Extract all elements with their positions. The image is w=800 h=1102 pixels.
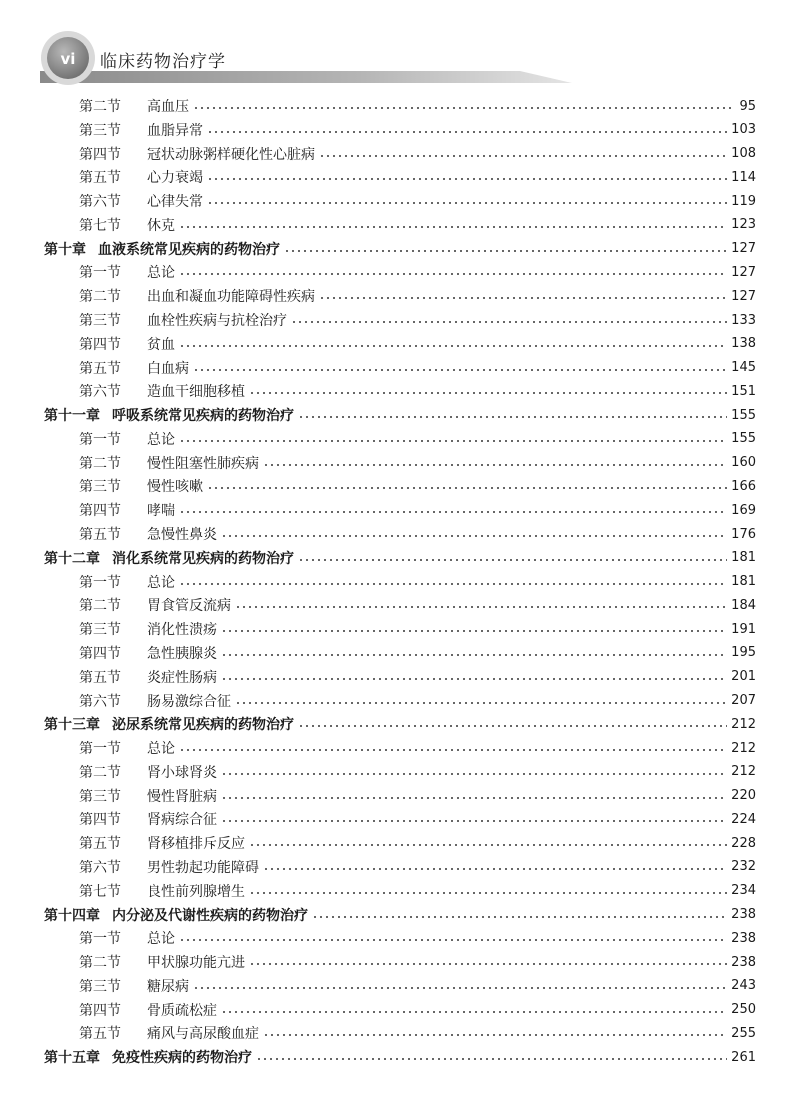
toc-section-row[interactable] <box>79 189 756 213</box>
dot-leader <box>263 868 727 870</box>
toc-title: 痛风与高尿酸血症 <box>147 1026 259 1043</box>
toc-title: 休克 <box>147 217 175 234</box>
toc-title: 肾病综合征 <box>147 812 217 829</box>
toc-page-number: 133 <box>731 312 756 328</box>
toc-number: 第三节 <box>79 313 121 330</box>
toc-section-row[interactable] <box>79 451 756 475</box>
toc-number: 第一节 <box>79 741 121 758</box>
dot-leader <box>179 939 727 941</box>
toc-section-row[interactable] <box>79 617 756 641</box>
toc-title: 总论 <box>147 931 175 948</box>
toc-number: 第二节 <box>79 955 121 972</box>
toc-page-number: 243 <box>731 978 756 994</box>
dot-leader <box>179 440 727 442</box>
toc-title: 泌尿系统常见疾病的药物治疗 <box>112 717 294 734</box>
dot-leader <box>207 202 727 204</box>
page-header <box>0 0 800 90</box>
dot-leader <box>249 392 727 394</box>
dot-leader <box>221 797 727 799</box>
toc-section-row[interactable] <box>79 498 756 522</box>
toc-page-number: 212 <box>731 740 756 756</box>
toc-number: 第四节 <box>79 1002 121 1019</box>
toc-section-row[interactable] <box>79 165 756 189</box>
toc-page-number: 127 <box>731 288 756 304</box>
book-title: 临床药物治疗学 <box>100 52 226 72</box>
toc-section-row[interactable] <box>79 213 756 237</box>
toc-section-row[interactable] <box>79 379 756 403</box>
dot-leader <box>179 749 727 751</box>
toc-number: 第五节 <box>79 1026 121 1043</box>
header-banner <box>0 0 800 90</box>
toc-title: 消化性溃疡 <box>147 622 217 639</box>
toc-number: 第五节 <box>79 170 121 187</box>
toc-title: 良性前列腺增生 <box>147 883 245 900</box>
toc-section-row[interactable] <box>79 94 756 118</box>
toc-number: 第三节 <box>79 622 121 639</box>
toc-page-number: 176 <box>731 526 756 542</box>
toc-section-row[interactable] <box>79 641 756 665</box>
toc-section-row[interactable] <box>79 118 756 142</box>
toc-number: 第十章 <box>44 241 86 258</box>
dot-leader <box>298 416 727 418</box>
toc-section-row[interactable] <box>79 807 756 831</box>
dot-leader <box>221 820 727 822</box>
toc-page-number: 114 <box>731 169 756 185</box>
dot-leader <box>193 107 735 109</box>
toc-page-number: 250 <box>731 1002 756 1018</box>
toc-title: 心力衰竭 <box>147 170 203 187</box>
dot-leader <box>179 226 727 228</box>
toc-number: 第六节 <box>79 384 121 401</box>
toc-section-row[interactable] <box>79 332 756 356</box>
toc-section-row[interactable] <box>79 879 756 903</box>
toc-page-number: 160 <box>731 455 756 471</box>
dot-leader <box>207 178 727 180</box>
dot-leader <box>298 725 727 727</box>
toc-number: 第十三章 <box>44 717 100 734</box>
toc-title: 哮喘 <box>147 503 175 520</box>
dot-leader <box>312 916 727 918</box>
toc-title: 总论 <box>147 431 175 448</box>
toc-page-number: 181 <box>731 574 756 590</box>
dot-leader <box>235 606 727 608</box>
toc-section-row[interactable] <box>79 784 756 808</box>
toc-title: 男性勃起功能障碍 <box>147 859 259 876</box>
toc-chapter-row[interactable] <box>44 903 756 927</box>
toc-section-row[interactable] <box>79 998 756 1022</box>
toc-chapter-row[interactable] <box>44 546 756 570</box>
toc-number: 第三节 <box>79 479 121 496</box>
toc-page-number: 166 <box>731 478 756 494</box>
toc-number: 第二节 <box>79 598 121 615</box>
toc-title: 呼吸系统常见疾病的药物治疗 <box>112 408 294 425</box>
toc-title: 肾移植排斥反应 <box>147 836 245 853</box>
toc-section-row[interactable] <box>79 142 756 166</box>
toc-number: 第一节 <box>79 265 121 282</box>
toc-page-number: 184 <box>731 597 756 613</box>
toc-number: 第十四章 <box>44 907 100 924</box>
toc-number: 第十一章 <box>44 408 100 425</box>
toc-number: 第二节 <box>79 99 121 115</box>
toc-page-number: 155 <box>731 407 756 423</box>
dot-leader <box>221 773 727 775</box>
toc-title: 糖尿病 <box>147 978 189 995</box>
dot-leader <box>221 630 727 632</box>
toc-number: 第四节 <box>79 645 121 662</box>
toc-section-row[interactable] <box>79 974 756 998</box>
toc-title: 消化系统常见疾病的药物治疗 <box>112 550 294 567</box>
toc-section-row[interactable] <box>79 284 756 308</box>
toc-number: 第十五章 <box>44 1050 100 1067</box>
toc-page-number: 155 <box>731 431 756 447</box>
toc-section-row[interactable] <box>79 427 756 451</box>
toc-page-number: 238 <box>731 930 756 946</box>
dot-leader <box>235 702 727 704</box>
toc-page-number: 201 <box>731 669 756 685</box>
toc-number: 第五节 <box>79 527 121 544</box>
toc-number: 第四节 <box>79 503 121 520</box>
toc-page-number: 169 <box>731 502 756 518</box>
toc-number: 第五节 <box>79 836 121 853</box>
toc-page-number: 181 <box>731 550 756 566</box>
toc-section-row[interactable] <box>79 736 756 760</box>
toc-number: 第六节 <box>79 194 121 211</box>
toc-section-row[interactable] <box>79 570 756 594</box>
toc-title: 总论 <box>147 574 175 591</box>
toc-page-number: 228 <box>731 835 756 851</box>
toc-section-row[interactable] <box>79 855 756 879</box>
toc-chapter-row[interactable] <box>44 237 756 261</box>
dot-leader <box>221 654 727 656</box>
dot-leader <box>221 678 727 680</box>
toc-page-number: 232 <box>731 859 756 875</box>
toc-number: 第三节 <box>79 788 121 805</box>
toc-chapter-row[interactable] <box>44 712 756 736</box>
toc-section-row[interactable] <box>79 474 756 498</box>
toc-title: 慢性咳嗽 <box>147 479 203 496</box>
toc-chapter-row[interactable] <box>44 1045 756 1069</box>
toc-number: 第一节 <box>79 931 121 948</box>
dot-leader <box>249 844 727 846</box>
dot-leader <box>179 273 727 275</box>
toc-number: 第一节 <box>79 574 121 591</box>
toc-number: 第六节 <box>79 859 121 876</box>
toc-page-number: 238 <box>731 954 756 970</box>
toc-section-row[interactable] <box>79 831 756 855</box>
dot-leader <box>221 1011 727 1013</box>
toc-section-row[interactable] <box>79 522 756 546</box>
toc-page-number: 207 <box>731 693 756 708</box>
toc-title: 炎症性肠病 <box>147 669 217 686</box>
toc-title: 造血干细胞移植 <box>147 384 245 401</box>
toc-title: 急慢性鼻炎 <box>147 527 217 544</box>
dot-leader <box>179 583 727 585</box>
dot-leader <box>263 1034 727 1036</box>
toc-number: 第四节 <box>79 146 121 163</box>
toc-number: 第六节 <box>79 693 121 710</box>
dot-leader <box>298 559 727 561</box>
toc-title: 慢性肾脏病 <box>147 788 217 805</box>
toc-title: 血脂异常 <box>147 122 203 139</box>
toc-title: 内分泌及代谢性疾病的药物治疗 <box>112 907 308 924</box>
toc-section-row[interactable] <box>79 950 756 974</box>
toc-page-number: 191 <box>731 621 756 637</box>
toc-number: 第七节 <box>79 217 121 234</box>
toc-title: 急性胰腺炎 <box>147 645 217 662</box>
toc-page-number: 127 <box>731 241 756 257</box>
toc-section-row[interactable] <box>79 689 756 713</box>
toc-title: 心律失常 <box>147 194 203 211</box>
toc-page-number: 238 <box>731 907 756 923</box>
toc-page-number: 138 <box>731 336 756 352</box>
dot-leader <box>179 511 727 513</box>
toc-number: 第七节 <box>79 883 121 900</box>
toc-title: 白血病 <box>147 360 189 377</box>
toc-title: 总论 <box>147 265 175 282</box>
toc-number: 第五节 <box>79 669 121 686</box>
toc-title: 冠状动脉粥样硬化性心脏病 <box>147 146 315 163</box>
toc-number: 第三节 <box>79 122 121 139</box>
toc-section-row[interactable] <box>79 760 756 784</box>
dot-leader <box>221 535 727 537</box>
toc-page-number: 212 <box>731 764 756 780</box>
toc-page-number: 119 <box>731 193 756 209</box>
toc-title: 胃食管反流病 <box>147 598 231 615</box>
toc-section-row[interactable] <box>79 308 756 332</box>
toc-title: 血栓性疾病与抗栓治疗 <box>147 313 287 330</box>
toc-page-number: 224 <box>731 811 756 827</box>
toc-number: 第二节 <box>79 455 121 472</box>
toc-page-number: 255 <box>731 1025 756 1041</box>
toc-title: 骨质疏松症 <box>147 1002 217 1019</box>
dot-leader <box>207 487 727 489</box>
toc-section-row[interactable] <box>79 593 756 617</box>
toc-page-number: 151 <box>731 383 756 399</box>
toc-number: 第四节 <box>79 812 121 829</box>
toc-page-number: 123 <box>731 217 756 233</box>
toc-number: 第十二章 <box>44 550 100 567</box>
toc-page-number: 220 <box>731 788 756 804</box>
toc-page-number: 212 <box>731 716 756 732</box>
dot-leader <box>179 345 727 347</box>
toc-title: 肠易激综合征 <box>147 693 231 710</box>
toc-title: 免疫性疾病的药物治疗 <box>112 1050 252 1067</box>
dot-leader <box>319 155 727 157</box>
dot-leader <box>207 131 727 133</box>
toc-page-number: 195 <box>731 645 756 661</box>
dot-leader <box>284 250 727 252</box>
toc-number: 第二节 <box>79 289 121 306</box>
dot-leader <box>193 987 727 989</box>
dot-leader <box>291 321 727 323</box>
dot-leader <box>193 369 727 371</box>
dot-leader <box>249 892 727 894</box>
toc-number: 第一节 <box>79 431 121 448</box>
dot-leader <box>256 1058 727 1060</box>
toc-page-number: 108 <box>731 146 756 162</box>
toc-section-row[interactable] <box>79 665 756 689</box>
toc-page-number: 103 <box>731 122 756 138</box>
toc-page-number: 95 <box>739 98 756 114</box>
toc-section-row[interactable] <box>79 926 756 950</box>
toc-title: 慢性阻塞性肺疾病 <box>147 455 259 472</box>
toc-title: 总论 <box>147 741 175 758</box>
toc-title: 贫血 <box>147 336 175 353</box>
toc-page-number: 145 <box>731 360 756 376</box>
toc-section-row[interactable] <box>79 356 756 380</box>
toc-title: 高血压 <box>147 99 189 115</box>
toc-title: 肾小球肾炎 <box>147 764 217 781</box>
dot-leader <box>263 464 727 466</box>
dot-leader <box>319 297 727 299</box>
toc-title: 出血和凝血功能障碍性疾病 <box>147 289 315 306</box>
toc-page-number: 261 <box>731 1049 756 1065</box>
toc-chapter-row[interactable] <box>44 403 756 427</box>
toc-title: 血液系统常见疾病的药物治疗 <box>98 241 280 258</box>
toc-number: 第四节 <box>79 336 121 353</box>
toc-page-number: 234 <box>731 883 756 899</box>
toc-number: 第五节 <box>79 360 121 377</box>
toc-section-row[interactable] <box>79 260 756 284</box>
toc-title: 甲状腺功能亢进 <box>147 955 245 972</box>
page-number: vi <box>60 50 76 68</box>
toc-number: 第二节 <box>79 764 121 781</box>
toc-page-number: 127 <box>731 264 756 280</box>
dot-leader <box>249 963 727 965</box>
toc-section-row[interactable] <box>79 1021 756 1045</box>
toc-number: 第三节 <box>79 978 121 995</box>
